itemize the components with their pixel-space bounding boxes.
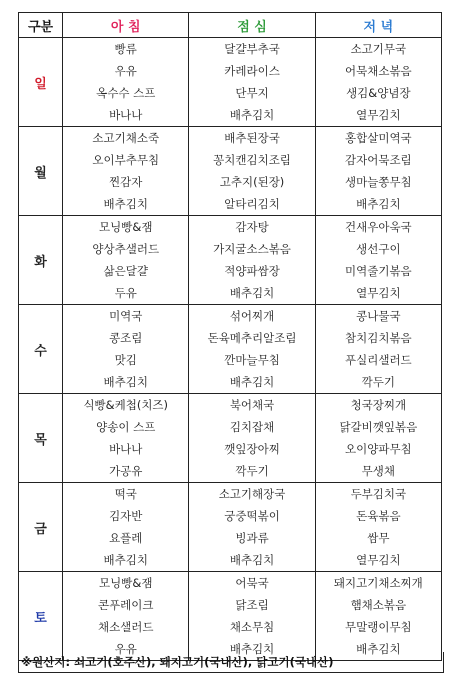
- menu-item: 요플레: [109, 531, 143, 545]
- dinner-cell: [315, 38, 441, 127]
- lunch-cell: [189, 127, 315, 216]
- menu-item: 배추김치: [356, 197, 401, 211]
- menu-item: 고추지(된장): [219, 175, 285, 189]
- menu-item: 배추김치: [356, 642, 401, 656]
- dinner-cell: [315, 127, 441, 216]
- lunch-cell: [189, 572, 315, 661]
- menu-item: 찐감자: [109, 175, 143, 189]
- lunch-cell: [189, 305, 315, 394]
- menu-item: 무말랭이무침: [345, 620, 412, 634]
- menu-item: 빙과류: [235, 531, 269, 545]
- menu-item: 돈육볶음: [356, 509, 401, 523]
- day-row: [19, 394, 442, 483]
- menu-item: 참치김치볶음: [345, 331, 412, 345]
- menu-item: 배추김치: [229, 375, 275, 389]
- dinner-cell: [315, 572, 441, 661]
- lunch-cell: [189, 38, 315, 127]
- menu-item: 우유: [114, 642, 137, 656]
- menu-item: 배추된장국: [224, 131, 280, 145]
- menu-item: 삶은달걀: [103, 264, 148, 278]
- menu-item: 콩나물국: [356, 309, 401, 323]
- menu-item: 돈육메추리알조림: [207, 331, 297, 345]
- menu-item: 오이부추무침: [92, 153, 160, 167]
- menu-item: 쌈무: [367, 531, 390, 545]
- menu-item: 채소무침: [229, 620, 275, 634]
- menu-item: 김치잡채: [229, 420, 275, 434]
- menu-item: 깍두기: [235, 464, 269, 478]
- menu-item: 미역줄기볶음: [345, 264, 412, 278]
- dinner-cell: [315, 305, 441, 394]
- menu-item: 배추김치: [229, 553, 275, 567]
- day-row: [19, 483, 442, 572]
- menu-item: 열무김치: [356, 553, 401, 567]
- menu-item: 콩조림: [109, 331, 143, 345]
- day-label: 일: [19, 38, 63, 127]
- breakfast-cell: [63, 305, 189, 394]
- menu-item: 배추김치: [103, 197, 148, 211]
- menu-item: 어묵국: [235, 576, 269, 590]
- breakfast-cell: [63, 38, 189, 127]
- breakfast-cell: [63, 216, 189, 305]
- menu-item: 깍두기: [361, 375, 395, 389]
- day-label: 목: [19, 394, 63, 483]
- menu-item: 어묵채소볶음: [345, 64, 412, 78]
- menu-item: 가지굴소스볶음: [213, 242, 291, 256]
- menu-item: 홍합살미역국: [345, 131, 412, 145]
- menu-item: 바나나: [109, 442, 143, 456]
- header-lunch: 점 심: [189, 13, 315, 38]
- menu-item: 달걀부추국: [224, 42, 280, 56]
- day-row: [19, 305, 442, 394]
- day-label: 화: [19, 216, 63, 305]
- menu-item: 감자탕: [235, 220, 269, 234]
- menu-item: 배추김치: [103, 375, 148, 389]
- menu-item: 옥수수 스프: [96, 86, 156, 100]
- menu-item: 맛김: [114, 353, 137, 367]
- day-row: [19, 38, 442, 127]
- menu-item: 생김&양념장: [346, 86, 411, 100]
- menu-item: 생마늘쫑무침: [345, 175, 412, 189]
- menu-item: 섞어찌개: [229, 309, 275, 323]
- menu-item: 김자반: [109, 509, 143, 523]
- menu-item: 열무김치: [356, 108, 401, 122]
- menu-item: 콘푸레이크: [97, 598, 154, 612]
- weekly-menu-table: [18, 12, 442, 661]
- menu-item: 열무김치: [356, 286, 401, 300]
- menu-item: 꽁치캔김치조림: [213, 153, 291, 167]
- origin-footnote: ※원산지: 쇠고기(호주산), 돼지고기(국내산), 닭고기(국내산): [18, 652, 444, 673]
- menu-item: 양상추샐러드: [92, 242, 160, 256]
- menu-item: 카레라이스: [224, 64, 280, 78]
- dinner-cell: [315, 394, 441, 483]
- menu-item: 배추김치: [229, 286, 275, 300]
- day-row: [19, 127, 442, 216]
- menu-item: 떡국: [114, 487, 137, 501]
- menu-body: [19, 38, 442, 661]
- dinner-cell: [315, 483, 441, 572]
- menu-item: 소고기채소죽: [92, 131, 160, 145]
- lunch-cell: [189, 394, 315, 483]
- header-row: [19, 13, 442, 38]
- menu-item: 무생채: [361, 464, 395, 478]
- menu-item: 닭조림: [235, 598, 269, 612]
- day-row: [19, 216, 442, 305]
- menu-item: 적양파쌈장: [224, 264, 280, 278]
- menu-item: 미역국: [109, 309, 143, 323]
- breakfast-cell: [63, 483, 189, 572]
- menu-item: 건새우아욱국: [345, 220, 412, 234]
- dinner-cell: [315, 216, 441, 305]
- breakfast-cell: [63, 127, 189, 216]
- menu-item: 청국장찌개: [350, 398, 407, 412]
- menu-item: 모닝빵&잼: [99, 220, 153, 234]
- menu-item: 돼지고기채소찌개: [333, 576, 423, 590]
- menu-item: 닭갈비깻잎볶음: [339, 420, 418, 434]
- header-gubun: 구분: [19, 13, 63, 38]
- day-label: 수: [19, 305, 63, 394]
- menu-item: 식빵&케첩(치즈): [83, 398, 169, 412]
- menu-item: 생선구이: [356, 242, 401, 256]
- lunch-cell: [189, 216, 315, 305]
- menu-item: 양송이 스프: [96, 420, 156, 434]
- menu-item: 깻잎장아찌: [224, 442, 280, 456]
- menu-item: 오이양파무침: [345, 442, 412, 456]
- menu-item: 우유: [114, 64, 137, 78]
- menu-item: 햄채소볶음: [350, 598, 407, 612]
- menu-item: 깐마늘무침: [224, 353, 280, 367]
- menu-item: 배추김치: [103, 553, 148, 567]
- menu-item: 채소샐러드: [97, 620, 154, 634]
- day-row: [19, 572, 442, 661]
- menu-item: 궁중떡볶이: [224, 509, 280, 523]
- breakfast-cell: [63, 394, 189, 483]
- menu-item: 소고기무국: [350, 42, 407, 56]
- menu-item: 빵류: [114, 42, 137, 56]
- menu-item: 두부김치국: [350, 487, 407, 501]
- menu-item: 소고기해장국: [218, 487, 286, 501]
- day-label: 금: [19, 483, 63, 572]
- menu-item: 가공유: [109, 464, 143, 478]
- menu-item: 두유: [114, 286, 137, 300]
- menu-item: 북어채국: [229, 398, 275, 412]
- day-label: 토: [19, 572, 63, 661]
- lunch-cell: [189, 483, 315, 572]
- menu-item: 배추김치: [229, 108, 275, 122]
- breakfast-cell: [63, 572, 189, 661]
- menu-item: 푸실리샐러드: [345, 353, 412, 367]
- menu-item: 바나나: [109, 108, 143, 122]
- menu-item: 모닝빵&잼: [99, 576, 153, 590]
- menu-item: 감자어묵조림: [345, 153, 412, 167]
- menu-item: 배추김치: [229, 642, 275, 656]
- menu-item: 알타리김치: [224, 197, 280, 211]
- header-breakfast: 아 침: [63, 13, 189, 38]
- menu-item: 단무지: [235, 86, 269, 100]
- header-dinner: 저 녁: [315, 13, 441, 38]
- day-label: 월: [19, 127, 63, 216]
